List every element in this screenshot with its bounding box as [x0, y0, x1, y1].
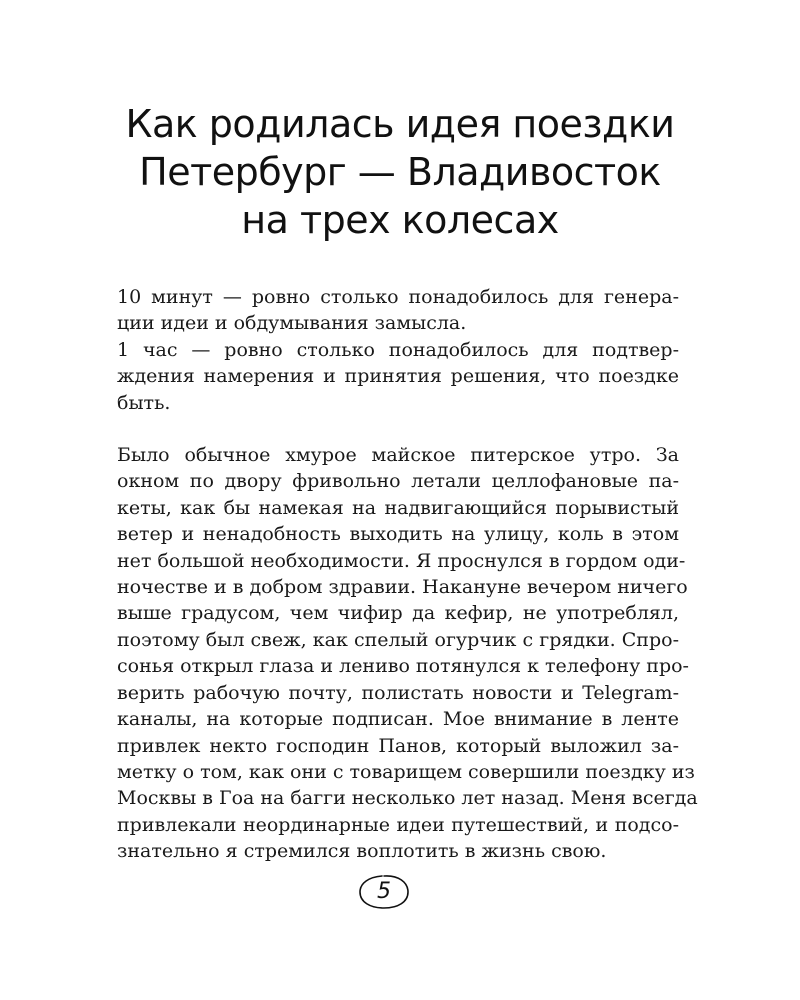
text-line: 1 час — ровно столько понадобилось для подтвер- [117, 338, 679, 361]
text-line: нет большой необходимости. Я проснулся в гордом оди- [117, 549, 686, 572]
text-line: метку о том, как они с товарищем совершили поездку из [117, 760, 695, 783]
page-number-badge [358, 873, 410, 911]
text-line: 10 минут — ровно столько понадобилось для генера- [117, 286, 679, 308]
text-line: привлек некто господин Панов, который выложил за- [117, 734, 679, 757]
text-line: привлекали неординарные идеи путешествий, и подсо- [117, 813, 679, 836]
text-line: верить рабочую почту, полистать новости и Telegram- [117, 681, 679, 704]
text-line: кеты, как бы намекая на надвигающийся порывистый [117, 496, 679, 519]
text-line: выше градусом, чем чифир да кефир, не употреблял, [117, 602, 679, 625]
text-line: быть. [117, 391, 171, 414]
text-line: ночестве и в добром здравии. Накануне вечером ничего [117, 576, 688, 599]
text-line: поэтому был свеж, как спелый огурчик с грядки. Спро- [117, 628, 679, 651]
text-line: сонья открыл глаза и лениво потянулся к телефону про- [117, 655, 689, 678]
text-line: окном по двору фривольно летали целлофановые па- [117, 470, 679, 493]
page-number: 5 [377, 879, 391, 904]
chapter-title-line: Как родилась идея поездки [125, 102, 675, 146]
paragraph-gap [117, 416, 679, 442]
chapter-title-line: на трех колесах [241, 198, 559, 242]
text-line: Было обычное хмурое майское питерское утро. За [117, 444, 679, 467]
paragraph [117, 442, 698, 865]
text-line: ветер и ненадобность выходить на улицу, коль в этом [117, 523, 679, 546]
text-line: Москвы в Гоа на багги несколько лет назад. Меня всегда [117, 787, 698, 810]
text-line: ции идеи и обдумывания замысла. [117, 312, 467, 335]
text-line: каналы, на которые подписан. Мое внимание в ленте [117, 708, 679, 731]
text-line: знательно я стремился воплотить в жизнь свою. [117, 840, 607, 863]
chapter-title-line: Петербург — Владивосток [139, 150, 661, 194]
paragraph [117, 284, 679, 337]
paragraph [117, 337, 679, 416]
text-line: ждения намерения и принятия решения, что поездке [117, 365, 679, 388]
chapter-title [80, 100, 720, 244]
body-text [117, 284, 698, 865]
